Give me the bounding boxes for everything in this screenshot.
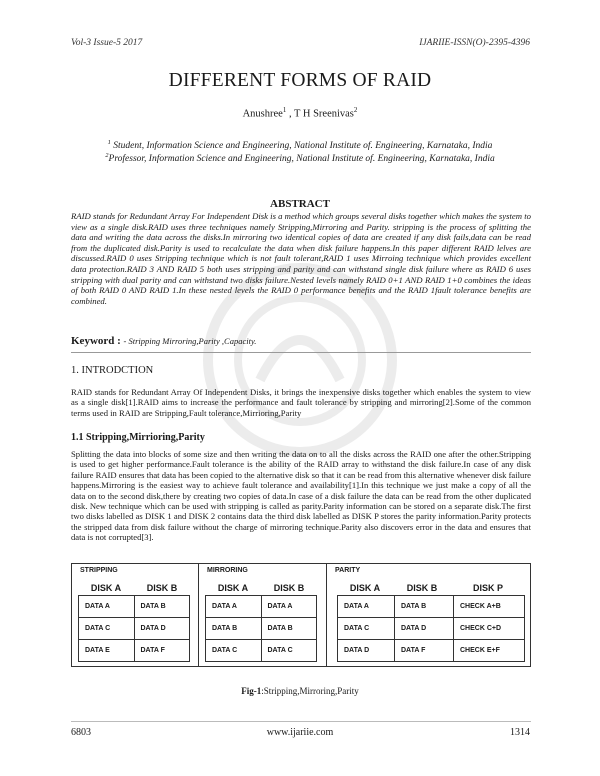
table-cell: CHECK E+F <box>454 640 525 662</box>
keywords-label: Keyword : <box>71 335 124 347</box>
section-1-1-heading: 1.1 Stripping,Mirrioring,Parity <box>71 432 205 443</box>
author-separator: , <box>286 108 295 120</box>
table-cell: DATA B <box>395 596 454 618</box>
table-cell: DATA D <box>395 618 454 640</box>
table-cell: DATA B <box>206 618 262 640</box>
disk-header: DISK A <box>90 583 122 593</box>
figure-group-mirroring <box>198 564 327 666</box>
table-cell: DATA B <box>261 618 317 640</box>
footer-website: www.ijariie.com <box>266 727 334 738</box>
author-1-sup: 1 <box>282 106 287 114</box>
table-cell: CHECK C+D <box>454 618 525 640</box>
author-2: T H Sreenivas <box>294 108 354 120</box>
author-1: Anushree <box>242 108 283 120</box>
stripping-table <box>78 595 190 662</box>
header-issn: IJARIIE-ISSN(O)-2395-4396 <box>419 38 530 48</box>
paper-title: DIFFERENT FORMS OF RAID <box>168 70 432 91</box>
figure-caption-label: Fig-1 <box>241 686 262 696</box>
affiliation-2-sup: 2 <box>105 152 109 159</box>
disk-header: DISK B <box>406 583 438 593</box>
table-cell: DATA A <box>206 596 262 618</box>
group-label-stripping: STRIPPING <box>80 567 118 574</box>
header-volume: Vol-3 Issue-5 2017 <box>71 38 143 48</box>
table-cell: DATA D <box>338 640 395 662</box>
figure-caption-text: :Stripping,Mirroring,Parity <box>261 686 359 696</box>
table-cell: DATA C <box>206 640 262 662</box>
keywords <box>71 335 256 347</box>
table-cell: DATA C <box>261 640 317 662</box>
table-cell: DATA C <box>79 618 135 640</box>
section-1-1-paragraph: Splitting the data into blocks of some size and then writing the data on to all the disks across the RAID one after the other.Stripping is used to get higher performance.Fault tolerance is the ability of the RAID array to withstand the disk failure.In case of any disk failure RAID ensures that data has been copied to the alternative disk so that it can be read from this alternative whenever disk failure happens.Mirroring is the easiest way to achieve fault tolerance and availability[1].In this technique we just make a copy of all the data on to the second disk,there by creating two copies of data.In case of a disk failure the data can be read from the other duplicated disk. New technique which can be used with stripping is called as parity.Parity information can be stored on a separate disk.The first two disks labelled as DISK 1 and DISK 2 contains data the third disk labelled as DISK P stores the parity information.Parity protects the stripped data from disk failure without the charge of mirroring technique.Parity also discovers error in the data and ensures that data is not corrupted[3]. <box>71 449 531 543</box>
affiliation-1-sup: 1 <box>107 139 111 146</box>
table-cell: DATA A <box>79 596 135 618</box>
author-2-sup: 2 <box>353 106 358 114</box>
abstract-text: RAID stands for Redundant Array For Independent Disk is a method which groups several disks together which makes the system to view as a single disk.RAID uses three techniques namely Stripping,Mirroring and Parity. stripping is the process of splitting the data and writing the data across the disks.In mirroring two identical copies of data are created if any disk fails,data can be read from the duplicated disk.Parity is used to recalculate the data when disk failure happens.In this paper different RAID lelves are discussed.RAID 0 uses Stripping technique which is not fault tolerant,RAID 1 uses Mirroing technique which provides excellent data protection.RAID 3 AND RAID 5 both uses stripping and parity and can withstand single disk failure where as RAID 6 uses stripping with dual parity and can withstand two disks failure.Nested levels namely RAID 0+1 AND RAID 1+0 combines the ideas of both RAID 0 AND RAID 1.In these nested levels the RAID 0 performance benefits and the RAID 1fault tolerance benefits are combined. <box>71 211 531 306</box>
section-divider <box>71 352 531 353</box>
disk-header: DISK B <box>273 583 305 593</box>
mirroring-table <box>205 595 317 662</box>
table-cell: DATA A <box>338 596 395 618</box>
table-cell: DATA B <box>134 596 190 618</box>
footer-id: 6803 <box>71 727 91 738</box>
figure-group-stripping <box>72 564 198 666</box>
table-cell: DATA F <box>395 640 454 662</box>
footer-page-number: 1314 <box>510 727 530 738</box>
footer-rule <box>71 721 531 722</box>
table-cell: CHECK A+B <box>454 596 525 618</box>
section-1-paragraph: RAID stands for Redundant Array Of Independent Disks, it brings the inexpensive disks together which enables the system to view as a single disk[1].RAID aims to increase the performance and fault tolerance by stripping and mirroring[2].Some of the common terms used in RAID are Stripping,Fault tolerance,Mirrioring,Parity <box>71 387 531 418</box>
disk-header: DISK A <box>217 583 249 593</box>
affiliation-2 <box>0 152 600 164</box>
section-1-heading: 1. INTRODCTION <box>71 365 154 376</box>
figure-group-parity <box>326 564 531 666</box>
abstract-heading: ABSTRACT <box>270 198 330 210</box>
disk-header: DISK A <box>349 583 381 593</box>
raid-figure <box>71 563 531 667</box>
table-cell: DATA E <box>79 640 135 662</box>
affiliation-1 <box>0 139 600 151</box>
table-cell: DATA F <box>134 640 190 662</box>
table-cell: DATA A <box>261 596 317 618</box>
affiliation-1-text: Student, Information Science and Engineering, National Institute of. Engineering, Karnataka, India <box>110 141 493 152</box>
table-cell: DATA C <box>338 618 395 640</box>
parity-table <box>337 595 525 662</box>
disk-header: DISK B <box>146 583 178 593</box>
figure-caption <box>0 686 600 696</box>
group-label-mirroring: MIRRORING <box>207 567 248 574</box>
affiliation-2-text: Professor, Information Science and Engineering, National Institute of. Engineering, Karnataka, India <box>108 154 495 165</box>
table-cell: DATA D <box>134 618 190 640</box>
disk-header: DISK P <box>472 583 503 593</box>
keywords-text: - Stripping Mirroring,Parity ,Capacity. <box>123 336 257 346</box>
group-label-parity: PARITY <box>335 567 361 574</box>
authors <box>0 106 600 120</box>
